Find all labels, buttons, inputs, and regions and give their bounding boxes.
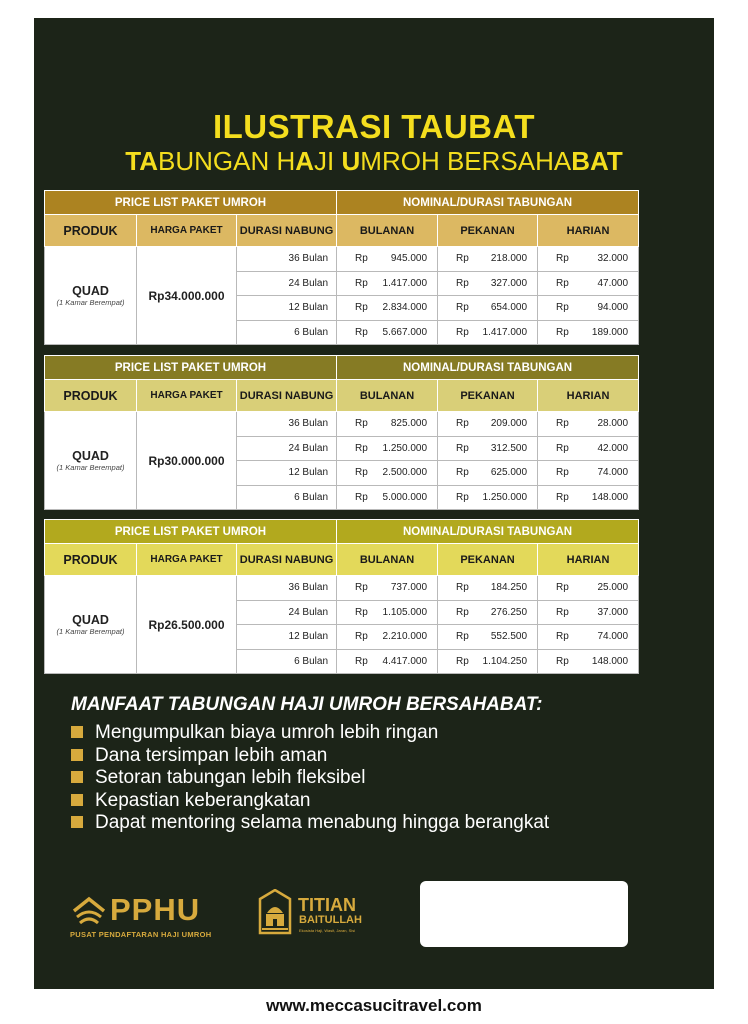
contact-placeholder-box [420, 881, 628, 947]
col-header-produk: PRODUK [45, 215, 137, 247]
benefits-list [71, 722, 549, 835]
table-row [45, 247, 639, 272]
harian-cell: Rp 94.000 [538, 296, 639, 321]
col-header-harga: HARGA PAKET [137, 215, 237, 247]
bulanan-cell: Rp 2.834.000 [337, 296, 438, 321]
bullet-square-icon [71, 749, 83, 761]
durasi-cell: 12 Bulan [237, 296, 337, 321]
durasi-cell: 12 Bulan [237, 625, 337, 650]
package-price: Rp30.000.000 [137, 412, 237, 510]
titian-wordmark: TITIAN [298, 895, 356, 915]
pekanan-cell: Rp 312.500 [438, 436, 538, 461]
list-item: Dana tersimpan lebih aman [71, 745, 549, 768]
bullet-square-icon [71, 771, 83, 783]
bulanan-cell: Rp 737.000 [337, 576, 438, 601]
product-desc: (1 Kamar Berempat) [56, 627, 125, 636]
group-header-price-list: PRICE LIST PAKET UMROH [45, 356, 337, 380]
table-row [45, 576, 639, 601]
bulanan-cell: Rp 945.000 [337, 247, 438, 272]
titian-baitullah-logo [258, 889, 378, 939]
bullet-square-icon [71, 816, 83, 828]
pekanan-cell: Rp 209.000 [438, 412, 538, 437]
durasi-cell: 36 Bulan [237, 412, 337, 437]
group-header-nominal: NOMINAL/DURASI TABUNGAN [337, 356, 639, 380]
product-name: QUAD [72, 449, 109, 463]
product-cell [45, 247, 137, 345]
headline: ILUSTRASI TAUBAT [212, 108, 536, 145]
pekanan-cell: Rp 1.417.000 [438, 320, 538, 345]
pekanan-cell: Rp 1.250.000 [438, 485, 538, 510]
bulanan-cell: Rp 825.000 [337, 412, 438, 437]
bullet-square-icon [71, 726, 83, 738]
harian-cell: Rp 74.000 [538, 625, 639, 650]
pphu-emblem-icon [72, 895, 106, 925]
product-name: QUAD [72, 613, 109, 627]
durasi-cell: 24 Bulan [237, 600, 337, 625]
col-header-harian: HARIAN [538, 380, 639, 412]
bullet-square-icon [71, 794, 83, 806]
harian-cell: Rp 32.000 [538, 247, 639, 272]
pekanan-cell: Rp 184.250 [438, 576, 538, 601]
bulanan-cell: Rp 1.250.000 [337, 436, 438, 461]
col-header-bulanan: BULANAN [337, 544, 438, 576]
harian-cell: Rp 74.000 [538, 461, 639, 486]
col-header-durasi: DURASI NABUNG [237, 380, 337, 412]
bulanan-cell: Rp 1.417.000 [337, 271, 438, 296]
bulanan-cell: Rp 4.417.000 [337, 649, 438, 674]
list-item: Dapat mentoring selama menabung hingga berangkat [71, 812, 549, 835]
pekanan-cell: Rp 1.104.250 [438, 649, 538, 674]
harian-cell: Rp 37.000 [538, 600, 639, 625]
col-header-bulanan: BULANAN [337, 215, 438, 247]
group-header-nominal: NOMINAL/DURASI TABUNGAN [337, 520, 639, 544]
durasi-cell: 12 Bulan [237, 461, 337, 486]
footer-url: www.meccasucitravel.com [266, 996, 482, 1015]
mosque-emblem-icon [258, 889, 292, 935]
harian-cell: Rp 28.000 [538, 412, 639, 437]
durasi-cell: 6 Bulan [237, 485, 337, 510]
bulanan-cell: Rp 2.210.000 [337, 625, 438, 650]
pekanan-cell: Rp 654.000 [438, 296, 538, 321]
harian-cell: Rp 148.000 [538, 485, 639, 510]
pphu-subtitle: PUSAT PENDAFTARAN HAJI UMROH [70, 930, 212, 939]
baitullah-wordmark: BAITULLAH [299, 914, 362, 926]
durasi-cell: 24 Bulan [237, 271, 337, 296]
col-header-pekanan: PEKANAN [438, 544, 538, 576]
durasi-cell: 6 Bulan [237, 320, 337, 345]
benefits-title: MANFAAT TABUNGAN HAJI UMROH BERSAHABAT: [71, 694, 543, 715]
product-desc: (1 Kamar Berempat) [56, 463, 125, 472]
table-row [45, 412, 639, 437]
pekanan-cell: Rp 552.500 [438, 625, 538, 650]
durasi-cell: 24 Bulan [237, 436, 337, 461]
col-header-pekanan: PEKANAN [438, 380, 538, 412]
product-cell [45, 576, 137, 674]
group-header-price-list: PRICE LIST PAKET UMROH [45, 191, 337, 215]
list-item: Mengumpulkan biaya umroh lebih ringan [71, 722, 549, 745]
package-price: Rp34.000.000 [137, 247, 237, 345]
col-header-produk: PRODUK [45, 380, 137, 412]
bulanan-cell: Rp 1.105.000 [337, 600, 438, 625]
product-desc: (1 Kamar Berempat) [56, 298, 125, 307]
col-header-durasi: DURASI NABUNG [237, 215, 337, 247]
col-header-bulanan: BULANAN [337, 380, 438, 412]
subheadline: TABUNGAN HAJI UMROH BERSAHABAT [125, 146, 623, 176]
bulanan-cell: Rp 2.500.000 [337, 461, 438, 486]
product-name: QUAD [72, 284, 109, 298]
durasi-cell: 6 Bulan [237, 649, 337, 674]
group-header-price-list: PRICE LIST PAKET UMROH [45, 520, 337, 544]
pphu-wordmark: PPHU [110, 892, 201, 927]
package-price: Rp26.500.000 [137, 576, 237, 674]
price-table-1 [44, 190, 639, 345]
bulanan-cell: Rp 5.000.000 [337, 485, 438, 510]
durasi-cell: 36 Bulan [237, 247, 337, 272]
pphu-logo [70, 893, 240, 943]
pekanan-cell: Rp 327.000 [438, 271, 538, 296]
durasi-cell: 36 Bulan [237, 576, 337, 601]
col-header-produk: PRODUK [45, 544, 137, 576]
col-header-harga: HARGA PAKET [137, 544, 237, 576]
titian-tagline: Ekosista Haji, Wasit, Jaran, Sisi [299, 928, 356, 933]
harian-cell: Rp 189.000 [538, 320, 639, 345]
list-item: Kepastian keberangkatan [71, 790, 549, 813]
col-header-durasi: DURASI NABUNG [237, 544, 337, 576]
list-item: Setoran tabungan lebih fleksibel [71, 767, 549, 790]
price-table-2 [44, 355, 639, 510]
bulanan-cell: Rp 5.667.000 [337, 320, 438, 345]
harian-cell: Rp 25.000 [538, 576, 639, 601]
pekanan-cell: Rp 276.250 [438, 600, 538, 625]
pekanan-cell: Rp 625.000 [438, 461, 538, 486]
group-header-nominal: NOMINAL/DURASI TABUNGAN [337, 191, 639, 215]
harian-cell: Rp 42.000 [538, 436, 639, 461]
pekanan-cell: Rp 218.000 [438, 247, 538, 272]
col-header-pekanan: PEKANAN [438, 215, 538, 247]
col-header-harian: HARIAN [538, 215, 639, 247]
harian-cell: Rp 47.000 [538, 271, 639, 296]
col-header-harian: HARIAN [538, 544, 639, 576]
harian-cell: Rp 148.000 [538, 649, 639, 674]
price-table-3 [44, 519, 639, 674]
col-header-harga: HARGA PAKET [137, 380, 237, 412]
product-cell [45, 412, 137, 510]
